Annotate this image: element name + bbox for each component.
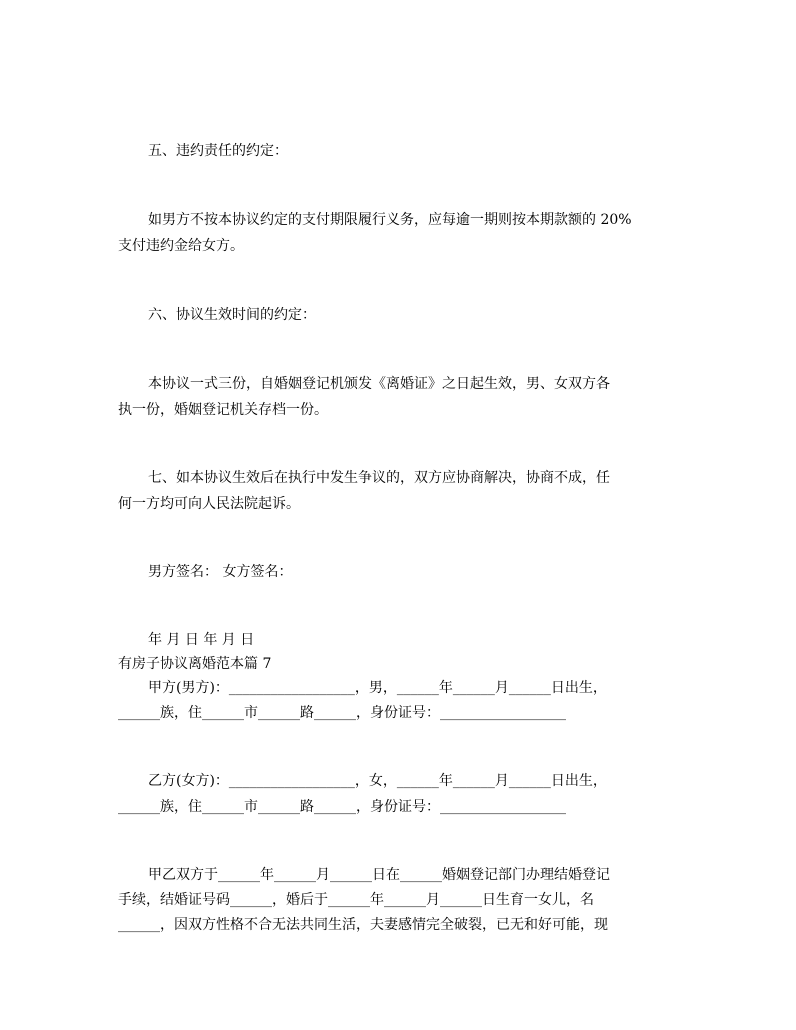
marriage-line2: 手续，结婚证号码______，婚后于______年______月______日生育一女儿，名	[118, 892, 594, 908]
marriage-line1: 甲乙双方于______年______月______日在______婚姻登记部门办理结婚登记	[148, 867, 610, 883]
party-a-line1: 甲方(男方)：__________________，男，______年______月______日出生，	[148, 680, 607, 696]
section6-heading: 六、协议生效时间的约定：	[148, 307, 316, 323]
section5-body-line1: 如男方不按本协议约定的支付期限履行义务，应每逾一期则按本期款额的 20%	[148, 212, 632, 228]
section6-body-line2: 执一份，婚姻登记机关存档一份。	[118, 402, 328, 418]
signature-line: 男方签名： 女方签名：	[148, 564, 293, 580]
party-b-line1: 乙方(女方)：__________________，女，______年______月______日出生，	[148, 773, 607, 789]
section5-heading: 五、违约责任的约定：	[148, 143, 288, 159]
date-line: 年 月 日 年 月 日	[148, 632, 255, 648]
party-a-line2: ______族，住______市______路______，身份证号：__________________	[118, 705, 566, 721]
section5-body-line2: 支付违约金给女方。	[118, 238, 244, 254]
next-document-title: 有房子协议离婚范本篇 7	[118, 656, 272, 672]
section7-line1: 七、如本协议生效后在执行中发生争议的，双方应协商解决，协商不成，任	[148, 470, 610, 486]
section6-body-line1: 本协议一式三份，自婚姻登记机颁发《离婚证》之日起生效，男、女双方各	[148, 376, 610, 392]
section7-line2: 何一方均可向人民法院起诉。	[118, 496, 300, 512]
party-b-line2: ______族，住______市______路______，身份证号：__________________	[118, 799, 566, 815]
marriage-line3: ______，因双方性格不合无法共同生活，夫妻感情完全破裂，已无和好可能，现	[118, 917, 608, 933]
